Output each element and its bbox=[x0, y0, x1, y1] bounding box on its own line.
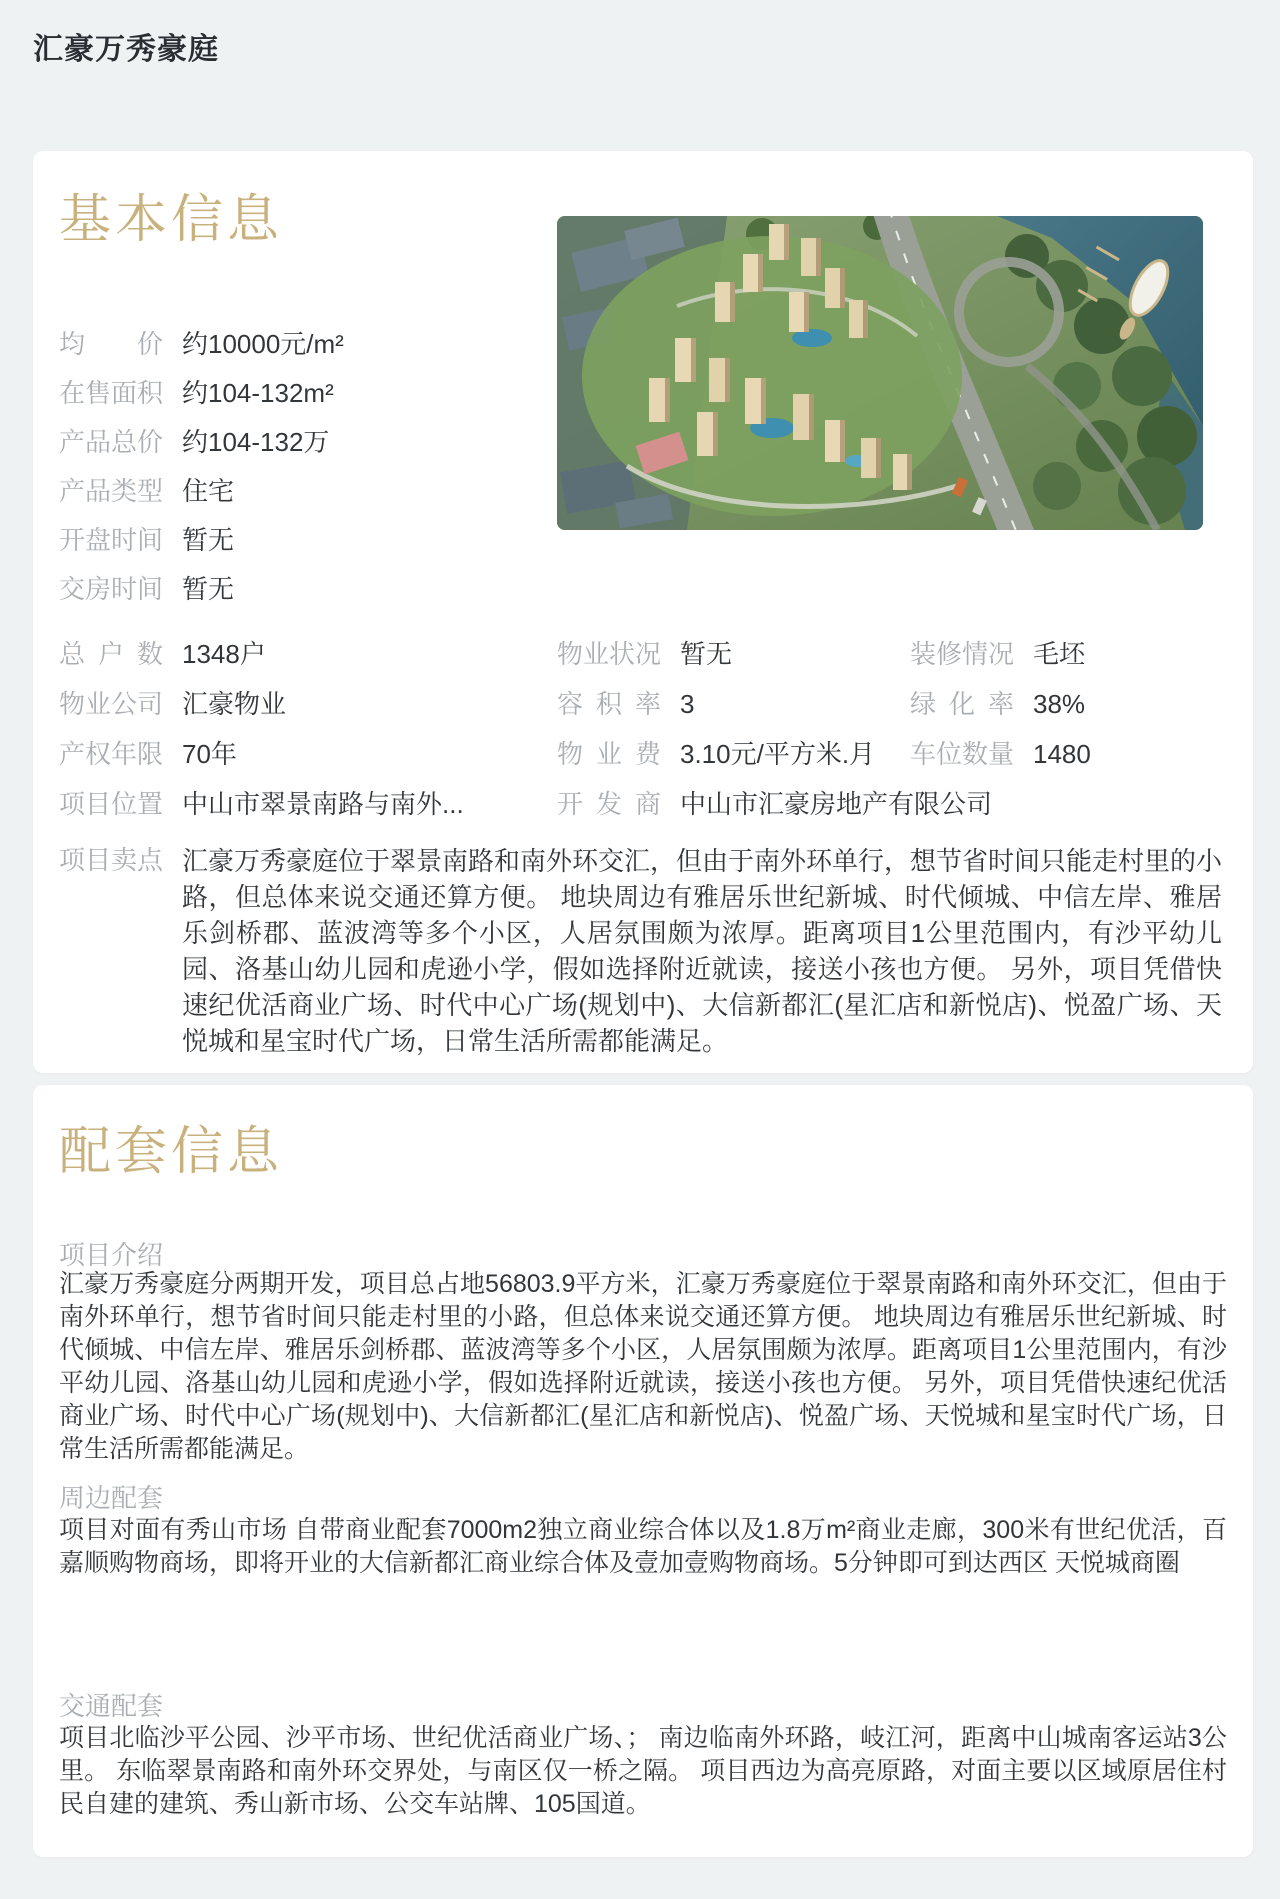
field-value: 3 bbox=[680, 689, 695, 719]
amenities-heading: 配套信息 bbox=[59, 1123, 284, 1181]
field-label: 物业公司 bbox=[59, 689, 164, 719]
page-title: 汇豪万秀豪庭 bbox=[33, 33, 219, 66]
field-row-plot-ratio bbox=[557, 687, 694, 721]
field-value: 70年 bbox=[182, 739, 237, 769]
field-row-property-company bbox=[59, 687, 286, 721]
field-label: 总户数 bbox=[59, 639, 163, 669]
field-value: 中山市汇豪房地产有限公司 bbox=[680, 789, 993, 819]
field-value: 汇豪物业 bbox=[182, 689, 287, 719]
field-row-product-type bbox=[59, 474, 234, 508]
field-value: 暂无 bbox=[680, 639, 733, 669]
selling-points-text: 汇豪万秀豪庭位于翠景南路和南外环交汇，但由于南外环单行，想节省时间只能走村里的小路，但总体来说交通还算方便。 地块周边有雅居乐世纪新城、时代倾城、中信左岸、雅居乐剑桥郡、蓝波湾等多个小区，人居氛围颇为浓厚。距离项目1公里范围内，有沙平幼儿园、洛基山幼儿园和虎逊小学，假如选择附近就读，接送小孩也方便。 另外，项目凭借快速纪优活商业广场、时代中心广场(规划中)、大信新都汇(星汇店和新悦店)、悦盈广场、天悦城和星宝时代广场，日常生活所需都能满足。 bbox=[182, 846, 1223, 1056]
field-value: 住宅 bbox=[182, 476, 235, 506]
field-label: 项目卖点 bbox=[59, 845, 164, 875]
field-row-total-price bbox=[59, 425, 329, 459]
section-label-surrounding: 周边配套 bbox=[59, 1483, 164, 1513]
section-label-transport: 交通配套 bbox=[59, 1691, 164, 1721]
transport-text: 项目北临沙平公园、沙平市场、世纪优活商业广场、； 南边临南外环路，岐江河，距离中山城南客运站3公里。 东临翠景南路和南外环交界处，与南区仅一桥之隔。 项目西边为高亮原路，对面主要以区域原居住村民自建的建筑、秀山新市场、公交车站牌、105国道。 bbox=[59, 1724, 1227, 1818]
surrounding-text: 项目对面有秀山市场 自带商业配套7000m2独立商业综合体以及1.8万m²商业走廊，300米有世纪优活，百嘉顺购物商场，即将开业的大信新都汇商业综合体及壹加壹购物商场。5分钟即可到达西区 天悦城商圈 bbox=[59, 1516, 1227, 1577]
field-value: 约104-132m² bbox=[182, 378, 334, 408]
aerial-rendering-graphic bbox=[557, 216, 1203, 530]
field-value: 约104-132万 bbox=[182, 427, 330, 457]
field-label: 均价 bbox=[59, 329, 163, 359]
field-label: 项目位置 bbox=[59, 789, 164, 819]
field-value: 约10000元/m² bbox=[182, 329, 344, 359]
field-label: 绿化率 bbox=[910, 689, 1014, 719]
field-row-property-status bbox=[557, 637, 732, 671]
field-row-property-fee bbox=[557, 737, 875, 771]
field-row-developer bbox=[557, 787, 992, 821]
field-row-parking-count bbox=[910, 737, 1091, 771]
field-row-delivery-date bbox=[59, 572, 234, 606]
field-label: 产权年限 bbox=[59, 739, 164, 769]
field-row-decoration bbox=[910, 637, 1085, 671]
field-label: 物业费 bbox=[557, 739, 661, 769]
field-value: 38% bbox=[1033, 689, 1086, 719]
field-row-area-on-sale bbox=[59, 376, 334, 410]
field-value: 1348户 bbox=[182, 639, 266, 669]
field-row-total-households bbox=[59, 637, 266, 671]
basic-info-heading: 基本信息 bbox=[59, 191, 284, 249]
field-label: 车位数量 bbox=[910, 739, 1015, 769]
field-value: 暂无 bbox=[182, 525, 235, 555]
field-label: 容积率 bbox=[557, 689, 661, 719]
amenities-card bbox=[33, 1085, 1253, 1857]
project-intro-text: 汇豪万秀豪庭分两期开发，项目总占地56803.9平方米，汇豪万秀豪庭位于翠景南路和南外环交汇，但由于南外环单行，想节省时间只能走村里的小路，但总体来说交通还算方便。 地块周边有雅居乐世纪新城、时代倾城、中信左岸、雅居乐剑桥郡、蓝波湾等多个小区，人居氛围颇为浓厚。距离项目1公里范围内，有沙平幼儿园、洛基山幼儿园和虎逊小学，假如选择附近就读，接送小孩也方便。 另外，项目凭借快速纪优活商业广场、时代中心广场(规划中)、大信新都汇(星汇店和新悦店)、悦盈广场、天悦城和星宝时代广场，日常生活所需都能满足。 bbox=[59, 1270, 1227, 1463]
project-rendering-image[interactable] bbox=[557, 216, 1203, 530]
basic-info-card bbox=[33, 151, 1253, 1073]
field-row-project-location bbox=[59, 787, 464, 821]
field-value: 毛坯 bbox=[1033, 639, 1086, 669]
field-value: 1480 bbox=[1033, 739, 1091, 769]
field-label: 产品总价 bbox=[59, 427, 164, 457]
field-label: 在售面积 bbox=[59, 378, 164, 408]
field-value: 3.10元/平方米.月 bbox=[680, 739, 876, 769]
field-row-average-price bbox=[59, 327, 344, 361]
field-label: 产品类型 bbox=[59, 476, 164, 506]
field-label: 物业状况 bbox=[557, 639, 662, 669]
field-label: 开盘时间 bbox=[59, 525, 164, 555]
field-label: 装修情况 bbox=[910, 639, 1015, 669]
field-value: 中山市翠景南路与南外... bbox=[182, 789, 464, 819]
field-row-selling-points bbox=[59, 843, 1222, 1059]
field-value: 暂无 bbox=[182, 574, 235, 604]
field-row-opening-date bbox=[59, 523, 234, 557]
section-label-project-intro: 项目介绍 bbox=[59, 1240, 164, 1270]
field-row-property-term bbox=[59, 737, 237, 771]
field-row-greening-rate bbox=[910, 687, 1085, 721]
field-label: 开发商 bbox=[557, 789, 661, 819]
field-label: 交房时间 bbox=[59, 574, 164, 604]
